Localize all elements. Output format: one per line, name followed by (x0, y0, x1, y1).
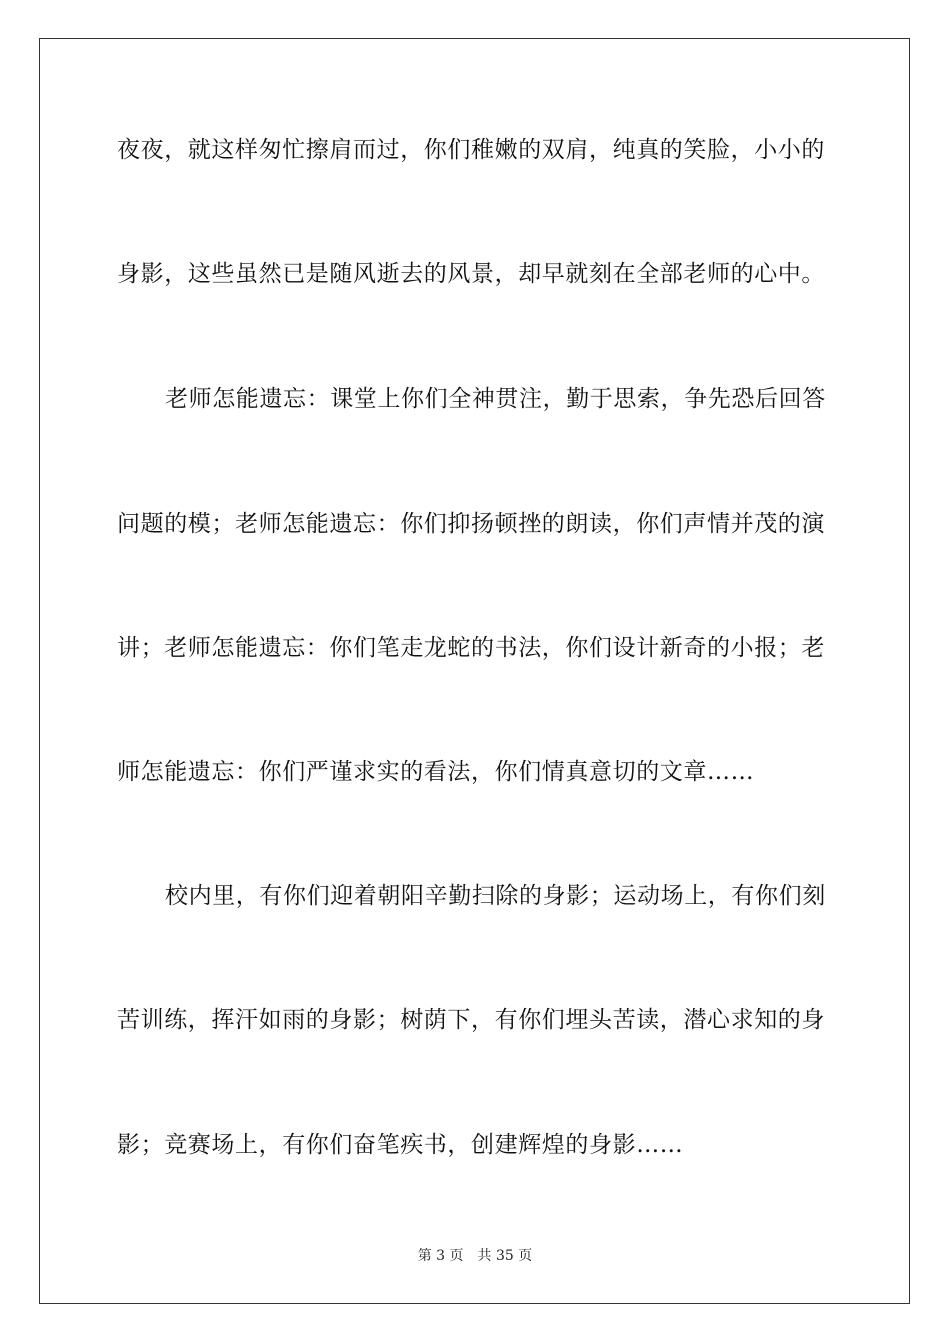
page-total: 共 35 页 (477, 1248, 533, 1264)
text-line: 身影，这些虽然已是随风逝去的风景，却早就刻在全部老师的心中。 (117, 261, 825, 287)
text-line: 夜夜，就这样匆忙擦肩而过，你们稚嫩的双肩，纯真的笑脸，小小的 (117, 137, 825, 163)
text-line: 苦训练，挥汗如雨的身影；树荫下，有你们埋头苦读，潜心求知的身 (117, 1007, 825, 1033)
page-footer (0, 1247, 950, 1265)
page-number: 第 3 页 (417, 1248, 464, 1264)
paragraph-start-line: 老师怎能遗忘：课堂上你们全神贯注，勤于思索，争先恐后回答 (165, 386, 826, 412)
page-border (39, 38, 910, 1304)
text-line: 影；竞赛场上，有你们奋笔疾书，创建辉煌的身影…… (117, 1132, 684, 1158)
text-line: 问题的模；老师怎能遗忘：你们抑扬顿挫的朗读，你们声情并茂的演 (117, 511, 825, 537)
text-line: 讲；老师怎能遗忘：你们笔走龙蛇的书法，你们设计新奇的小报；老 (117, 635, 825, 661)
paragraph-start-line: 校内里，有你们迎着朝阳辛勤扫除的身影；运动场上，有你们刻 (165, 883, 826, 909)
text-line: 师怎能遗忘：你们严谨求实的看法，你们情真意切的文章…… (117, 759, 755, 785)
